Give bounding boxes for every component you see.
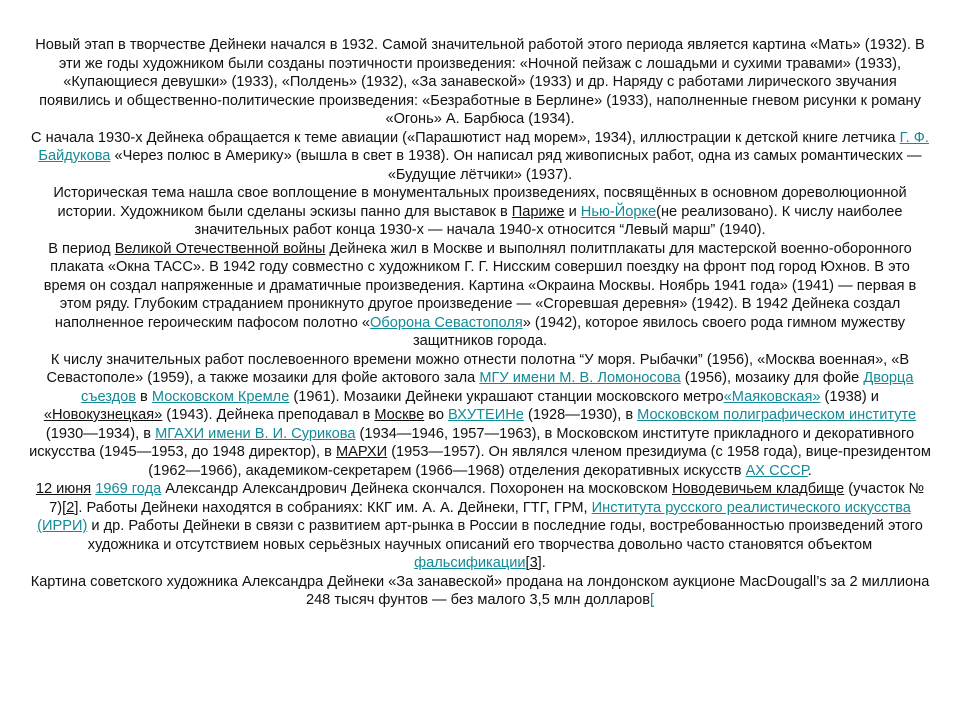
- link-great-patriotic-war[interactable]: Великой Отечественной войны: [114, 240, 326, 257]
- link-defense-of-sevastopol[interactable]: Оборона Севастополя: [370, 314, 523, 331]
- text-run: (1956), мозаику для фойе: [680, 370, 864, 386]
- link-moscow[interactable]: Москве: [374, 407, 425, 423]
- link-year-1969[interactable]: 1969 года: [95, 481, 162, 497]
- text-run: (не реализовано). К числу наиболее значительных работ конца 1930-х — начала 1940-х относится “Левый марш” (1940).: [194, 203, 903, 238]
- text-run: «Через полюс в Америку» (вышла в свет в 1938). Он написал ряд живописных работ, одна из самых романтических — «Будущие лётчики» (1937).: [110, 148, 922, 183]
- text-run: В период: [48, 240, 115, 257]
- link-mgakhi-surikov[interactable]: МГАХИ имени В. И. Сурикова: [155, 425, 356, 442]
- text-run: (1930—1934), в: [45, 425, 156, 442]
- text-run: Новый этап в творчестве Дейнеки начался в 1932. Самой значительной работой этого периода является картина «Мать» (1932). В эти же годы художником были созданы поэтичности произведения: «Ночной пейзаж с лошадьми и сухими травами» (1933), «Купающиеся девушки» (1933), «Полдень» (1932), «За занавеской» (1933) и др. Наряду с работами лирического звучания появились и общественно-политические произведения: «Безработные в Берлине» (1933), наполненные гневом рисунки к роману «Огонь» А. Барбюса (1934).: [35, 37, 925, 127]
- text-run: . Работы Дейнеки находятся в собраниях: ККГ им. А. А. Дейнеки, ГТГ, ГРМ,: [78, 499, 592, 516]
- text-run: и: [564, 203, 581, 220]
- text-run: » (1942), которое явилось своего рода гимном мужеству защитников города.: [412, 314, 906, 349]
- text-run: в: [136, 388, 152, 405]
- paragraph-historical-theme: [28, 184, 932, 240]
- paragraph-war-period: [28, 240, 932, 351]
- text-run: .: [807, 462, 812, 479]
- text-run: (участок № 7): [49, 481, 925, 516]
- paragraph-death-and-legacy: [28, 480, 932, 573]
- text-run: (1943). Дейнека преподавал в: [162, 407, 375, 423]
- text-run: (1938) и: [820, 388, 879, 405]
- text-run: К числу значительных работ послевоенного времени можно отнести полотна “У моря. Рыбачки” (1956), «Москва военная», «В Севастополе» (1959), а также мозаики для фойе актового зала: [46, 351, 910, 386]
- text-run: Картина советского художника Александра Дейнеки «За занавеской» продана на лондонском аукционе MacDougall’s за 2 миллиона 248 тысяч фунтов — без малого 3,5 млн долларов: [30, 573, 930, 608]
- text-run: Историческая тема нашла свое воплощение в монументальных произведениях, посвящённых в основном дореволюционной истории. Художником были сделаны эскизы панно для выставок в: [53, 185, 907, 220]
- footnote-link-2[interactable]: [2]: [62, 499, 79, 516]
- link-new-york[interactable]: Нью-Йорке: [580, 203, 657, 220]
- text-run: .: [541, 555, 546, 571]
- link-baidukov[interactable]: Г. Ф. Байдукова: [38, 129, 929, 164]
- text-run: и др. Работы Дейнеки в связи с развитием арт-рынка в России в последние годы, востребованностью произведений этого художника и отсутствием новых серьёзных научных описаний его творчества довольно часто становятся объектом: [87, 518, 923, 553]
- footnote-link-3[interactable]: [3]: [525, 555, 542, 571]
- link-novodevichy-cemetery[interactable]: Новодевичьем кладбище: [672, 481, 845, 497]
- link-irri[interactable]: Института русского реалистического искусства (ИРРИ): [37, 499, 911, 534]
- link-falsification[interactable]: фальсификации: [414, 555, 526, 571]
- link-vkhutein[interactable]: ВХУТЕИНе: [448, 407, 524, 423]
- slide-text-body: [28, 36, 932, 610]
- text-run: (1961). Мозаики Дейнеки украшают станции московского метро: [289, 388, 724, 405]
- paragraph-aviation: [28, 129, 932, 185]
- link-novokuznetskaya[interactable]: «Новокузнецкая»: [43, 407, 163, 423]
- paragraph-postwar-works: [28, 351, 932, 481]
- link-msu-lomonosov[interactable]: МГУ имени М. В. Ломоносова: [479, 370, 681, 386]
- text-run: во: [424, 407, 449, 423]
- link-palace-of-congresses[interactable]: Дворца съездов: [81, 370, 914, 405]
- link-moscow-kremlin[interactable]: Московском Кремле: [151, 388, 290, 405]
- link-polygraphic-institute[interactable]: Московском полиграфическом институте: [637, 407, 917, 423]
- link-ah-ussr[interactable]: АХ СССР: [745, 462, 808, 479]
- text-run: Александр Александрович Дейнека скончался. Похоронен на московском: [161, 481, 673, 497]
- text-run: Дейнека жил в Москве и выполнял политплакаты для мастерской военно-оборонного плаката «Окна ТАСС». В 1942 году совместно с художником Г. Г. Нисским совершил поездку на фронт под город Юхнов. В это время он создал напряженные и драматичные произведения. Картина «Окраина Москвы. Ноябрь 1941 года» (1941) — первая в этом ряду. Глубоким страданием проникнуто другое произведение — «Сгоревшая деревня» (1942). В 1942 Дейнека создал наполненное героическим пафосом полотно «: [43, 240, 917, 331]
- paragraph-auction: [28, 573, 932, 610]
- link-markhi[interactable]: МАРХИ: [335, 444, 388, 460]
- text-run: (1928—1930), в: [523, 407, 638, 423]
- link-mayakovskaya[interactable]: «Маяковская»: [723, 388, 821, 405]
- text-run: (1953—1957). Он являлся членом президиума (с 1958 года), вице-президентом (1962—1966), академиком-секретарем (1966—1968) отделения декоративных искусств: [148, 444, 931, 479]
- link-june-12[interactable]: 12 июня: [35, 481, 92, 497]
- link-paris[interactable]: Париже: [511, 203, 565, 220]
- paragraph-new-stage: [28, 36, 932, 129]
- text-run: (1934—1946, 1957—1963), в Московском институте прикладного и декоративного искусства (1945—1953, до 1948 директор), в: [29, 425, 915, 460]
- text-run: С начала 1930-х Дейнека обращается к теме авиации («Парашютист над морем», 1934), иллюстрации к детской книге летчика: [31, 129, 900, 146]
- footnote-link-open-bracket[interactable]: [: [649, 592, 655, 608]
